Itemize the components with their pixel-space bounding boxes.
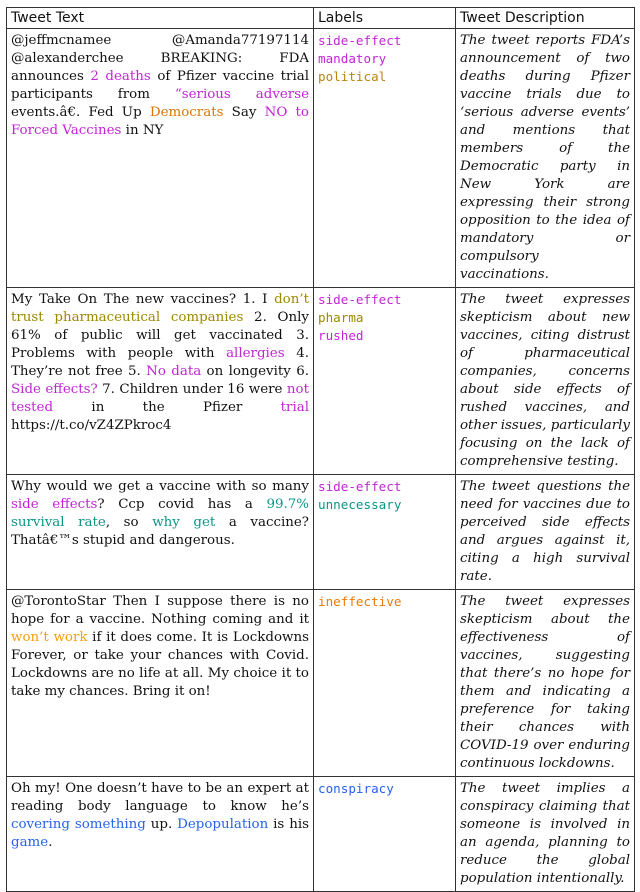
tweet-text-segment: Oh my! One doesn’t have to be an expert at reading body language to know he’s bbox=[11, 781, 309, 814]
tweet-text-segment: of Pfizer vaccine trial participants from bbox=[11, 69, 309, 102]
labels-cell bbox=[314, 29, 456, 288]
tweet-text-segment: a vaccine? Thatâ€™s stupid and dangerous. bbox=[11, 515, 309, 548]
tweet-text-segment: if it does come. It is Lockdowns Forever, or take your chances with Covid. Lockdowns are no life at all. My choice it to take my chances. Bring it on! bbox=[11, 630, 309, 699]
label-tag: rushed bbox=[318, 328, 364, 343]
tweet-description-cell: The tweet questions the need for vaccines due to perceived side effects and argues against it, citing a high survival rate. bbox=[456, 475, 635, 590]
highlighted-phrase: won’t work bbox=[11, 630, 88, 645]
tweet-text-segment: , so bbox=[105, 515, 153, 530]
cropped-caption-strip bbox=[0, 0, 640, 6]
label-tag: unnecessary bbox=[318, 497, 402, 512]
header-labels: Labels bbox=[314, 8, 456, 29]
table-row bbox=[7, 475, 635, 590]
highlighted-phrase: side effects bbox=[11, 497, 98, 512]
header-row bbox=[7, 8, 635, 29]
tweet-text-segment: https://t.co/vZ4ZPkroc4 bbox=[11, 418, 172, 433]
highlighted-phrase: Depopulation bbox=[177, 817, 269, 832]
header-tweet-description: Tweet Description bbox=[456, 8, 635, 29]
labels-cell bbox=[314, 777, 456, 892]
highlighted-phrase: allergies bbox=[226, 346, 285, 361]
tweet-text-cell bbox=[7, 777, 314, 892]
tweet-text-cell bbox=[7, 475, 314, 590]
label-tag: side-effect bbox=[318, 292, 402, 307]
labels-cell bbox=[314, 288, 456, 475]
highlighted-phrase: covering something bbox=[11, 817, 146, 832]
highlighted-phrase: No data bbox=[146, 364, 202, 379]
tweet-text-segment: in NY bbox=[121, 123, 164, 138]
table-row bbox=[7, 288, 635, 475]
table-body bbox=[7, 29, 635, 892]
highlighted-phrase: 99.7% survival rate bbox=[11, 497, 309, 530]
highlighted-phrase: trial bbox=[280, 400, 309, 415]
tweet-text-segment: events.â€. Fed Up bbox=[11, 105, 150, 120]
table-row bbox=[7, 777, 635, 892]
highlighted-phrase: why get bbox=[152, 515, 216, 530]
tweet-text-segment: ? Ccp covid has a bbox=[97, 497, 267, 512]
tweet-text-segment: @TorontoStar Then I suppose there is no hope for a vaccine. Nothing coming and it bbox=[11, 594, 309, 627]
highlighted-phrase: Side effects? bbox=[11, 382, 98, 397]
table-header bbox=[7, 8, 635, 29]
highlighted-phrase: Democrats bbox=[149, 105, 224, 120]
label-tag: side-effect bbox=[318, 479, 402, 494]
label-tag: ineffective bbox=[318, 594, 402, 609]
tweet-text-segment: Say bbox=[223, 105, 265, 120]
tweet-text-cell bbox=[7, 590, 314, 777]
tweet-text-segment: 2. Only 61% of public will get vaccinated 3. Problems with people with bbox=[11, 310, 309, 361]
tweet-text-segment: is his bbox=[268, 817, 309, 832]
tweet-text-segment: Why would we get a vaccine with so many bbox=[11, 479, 309, 494]
tweet-description-cell: The tweet implies a conspiracy claiming that someone is involved in an agenda, planning to reduce the global population intentionally. bbox=[456, 777, 635, 892]
tweet-description-cell: The tweet reports FDA’s announcement of two deaths during Pfizer vaccine trials due to ‘serious adverse events’ and mentions that members of the Democratic party in New York are expressing their strong opposition to the idea of mandatory or compulsory vaccinations. bbox=[456, 29, 635, 288]
highlighted-phrase: game bbox=[11, 835, 49, 850]
tweet-text-segment: . bbox=[48, 835, 53, 850]
highlighted-phrase: NO to Forced Vaccines bbox=[11, 105, 309, 138]
tweet-text-segment: 4. They’re not free 5. bbox=[11, 346, 309, 379]
highlighted-phrase: don’t trust pharmaceutical companies bbox=[11, 292, 309, 325]
tweet-text-segment: @jeffmcnamee @Amanda77197114 @alexanderchee BREAKING: FDA announces bbox=[11, 33, 309, 84]
header-tweet-text: Tweet Text bbox=[7, 8, 314, 29]
label-tag: side-effect bbox=[318, 33, 402, 48]
tweet-text-segment: My Take On The new vaccines? 1. I bbox=[11, 292, 275, 307]
tweet-text-cell bbox=[7, 29, 314, 288]
labels-cell bbox=[314, 590, 456, 777]
label-tag: mandatory bbox=[318, 51, 387, 66]
tweet-annotation-table bbox=[6, 7, 635, 892]
label-tag: political bbox=[318, 69, 387, 84]
highlighted-phrase: not tested bbox=[11, 382, 309, 415]
labels-cell bbox=[314, 475, 456, 590]
tweet-description-cell: The tweet expresses skepticism about new vaccines, citing distrust of pharmaceutical companies, concerns about side effects of rushed vaccines, and other issues, particularly focusing on the lack of comprehensive testing. bbox=[456, 288, 635, 475]
table-row bbox=[7, 29, 635, 288]
tweet-text-segment: on longevity 6. bbox=[201, 364, 309, 379]
tweet-description-cell: The tweet expresses skepticism about the effectiveness of vaccines, suggesting that there’s no hope for them and indicating a preference for taking their chances with COVID-19 over enduring continuous lockdowns. bbox=[456, 590, 635, 777]
tweet-text-segment: in the Pfizer bbox=[53, 400, 281, 415]
label-tag: conspiracy bbox=[318, 781, 394, 796]
table-row bbox=[7, 590, 635, 777]
highlighted-phrase: 2 deaths bbox=[90, 69, 151, 84]
tweet-text-segment: up. bbox=[145, 817, 178, 832]
tweet-text-segment: 7. Children under 16 were bbox=[97, 382, 287, 397]
highlighted-phrase: “serious adverse bbox=[174, 87, 310, 102]
tweet-text-cell bbox=[7, 288, 314, 475]
label-tag: pharma bbox=[318, 310, 364, 325]
